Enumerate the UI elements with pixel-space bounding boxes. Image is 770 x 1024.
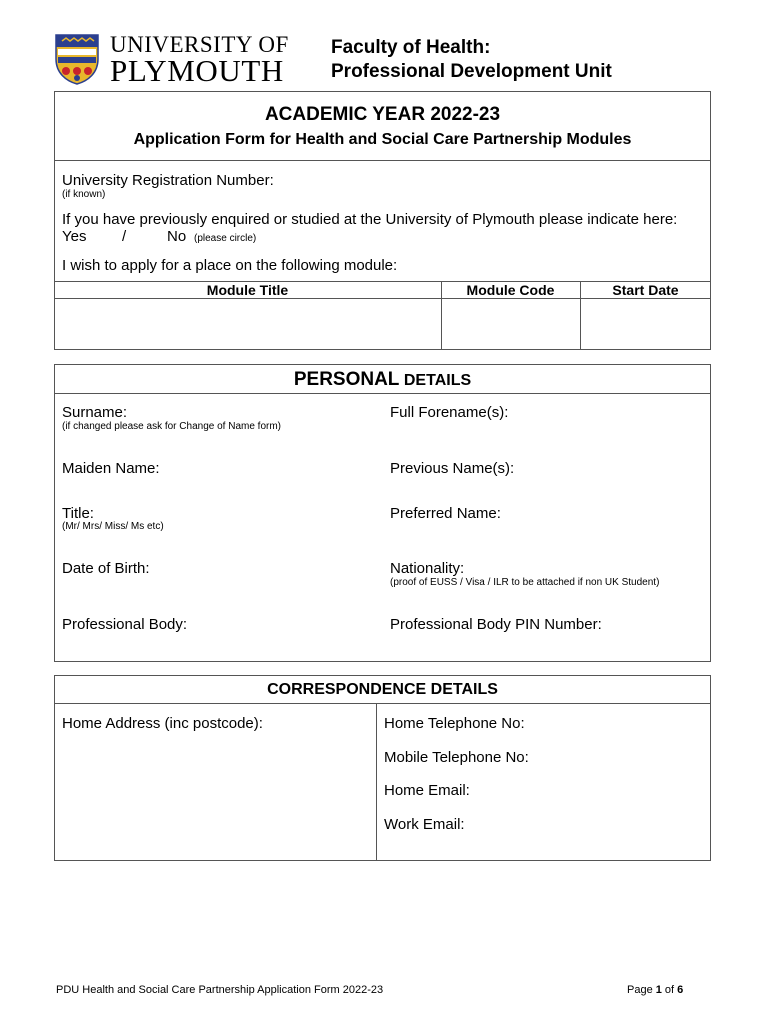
faculty-title bbox=[331, 36, 612, 84]
dob-label[interactable]: Date of Birth: bbox=[62, 560, 150, 577]
page-current: 1 bbox=[655, 984, 662, 996]
module-code-cell[interactable] bbox=[442, 299, 579, 348]
university-name-line2: PLYMOUTH bbox=[110, 53, 284, 88]
forename-label[interactable]: Full Forename(s): bbox=[390, 404, 509, 421]
previous-study-question: If you have previously enquired or studied at the University of Plymouth please indicate here: bbox=[62, 211, 678, 228]
previous-names-label[interactable]: Previous Name(s): bbox=[390, 460, 515, 477]
personal-details-heading bbox=[54, 369, 711, 391]
circle-hint: (please circle) bbox=[194, 233, 257, 244]
footer-document-name: PDU Health and Social Care Partnership Application Form 2022-23 bbox=[56, 984, 384, 996]
faculty-line2: Professional Development Unit bbox=[331, 61, 612, 82]
divider bbox=[54, 393, 711, 394]
yes-option[interactable]: Yes bbox=[62, 228, 87, 245]
title-hint: (Mr/ Mrs/ Miss/ Ms etc) bbox=[62, 521, 164, 532]
page-of: of bbox=[661, 984, 678, 996]
page-total: 6 bbox=[677, 984, 684, 996]
module-code-header: Module Code bbox=[466, 282, 555, 298]
faculty-line1: Faculty of Health: bbox=[331, 37, 491, 58]
nationality-hint: (proof of EUSS / Visa / ILR to be attached if non UK Student) bbox=[390, 577, 660, 588]
footer-page-number bbox=[627, 984, 683, 996]
divider bbox=[54, 703, 711, 704]
yes-no-separator: / bbox=[122, 228, 127, 245]
preferred-name-label[interactable]: Preferred Name: bbox=[390, 505, 501, 522]
start-date-cell[interactable] bbox=[581, 299, 710, 348]
start-date-header: Start Date bbox=[612, 282, 679, 298]
title-label[interactable]: Title: bbox=[62, 505, 94, 522]
correspondence-heading: CORRESPONDENCE DETAILS bbox=[267, 681, 498, 698]
module-title-cell[interactable] bbox=[55, 299, 440, 348]
work-email-label[interactable]: Work Email: bbox=[384, 816, 465, 833]
nationality-label[interactable]: Nationality: bbox=[390, 560, 465, 577]
correspondence-col-divider bbox=[376, 703, 377, 860]
academic-year-heading: ACADEMIC YEAR 2022-23 bbox=[264, 104, 501, 125]
mobile-telephone-label[interactable]: Mobile Telephone No: bbox=[384, 749, 529, 766]
surname-label[interactable]: Surname: bbox=[62, 404, 128, 421]
module-intro: I wish to apply for a place on the following module: bbox=[62, 257, 398, 274]
personal-heading-small: DETAILS bbox=[403, 372, 472, 389]
no-option[interactable]: No bbox=[167, 228, 187, 245]
home-telephone-label[interactable]: Home Telephone No: bbox=[384, 715, 525, 732]
reg-number-label: University Registration Number: bbox=[62, 172, 274, 189]
module-title-header: Module Title bbox=[206, 282, 289, 298]
home-email-label[interactable]: Home Email: bbox=[384, 782, 470, 799]
divider bbox=[54, 160, 711, 161]
maiden-name-label[interactable]: Maiden Name: bbox=[62, 460, 160, 477]
reg-number-hint: (if known) bbox=[62, 189, 106, 200]
personal-heading-big: PERSONAL bbox=[293, 369, 400, 390]
home-address-label[interactable]: Home Address (inc postcode): bbox=[62, 715, 263, 732]
professional-pin-label[interactable]: Professional Body PIN Number: bbox=[390, 616, 602, 633]
university-shield-logo bbox=[54, 33, 100, 85]
surname-hint: (if changed please ask for Change of Name form) bbox=[62, 421, 281, 432]
form-subtitle: Application Form for Health and Social Care Partnership Modules bbox=[133, 131, 632, 148]
university-name-line1: UNIVERSITY OF bbox=[110, 32, 289, 57]
professional-body-label[interactable]: Professional Body: bbox=[62, 616, 188, 633]
page-prefix: Page bbox=[627, 984, 656, 996]
